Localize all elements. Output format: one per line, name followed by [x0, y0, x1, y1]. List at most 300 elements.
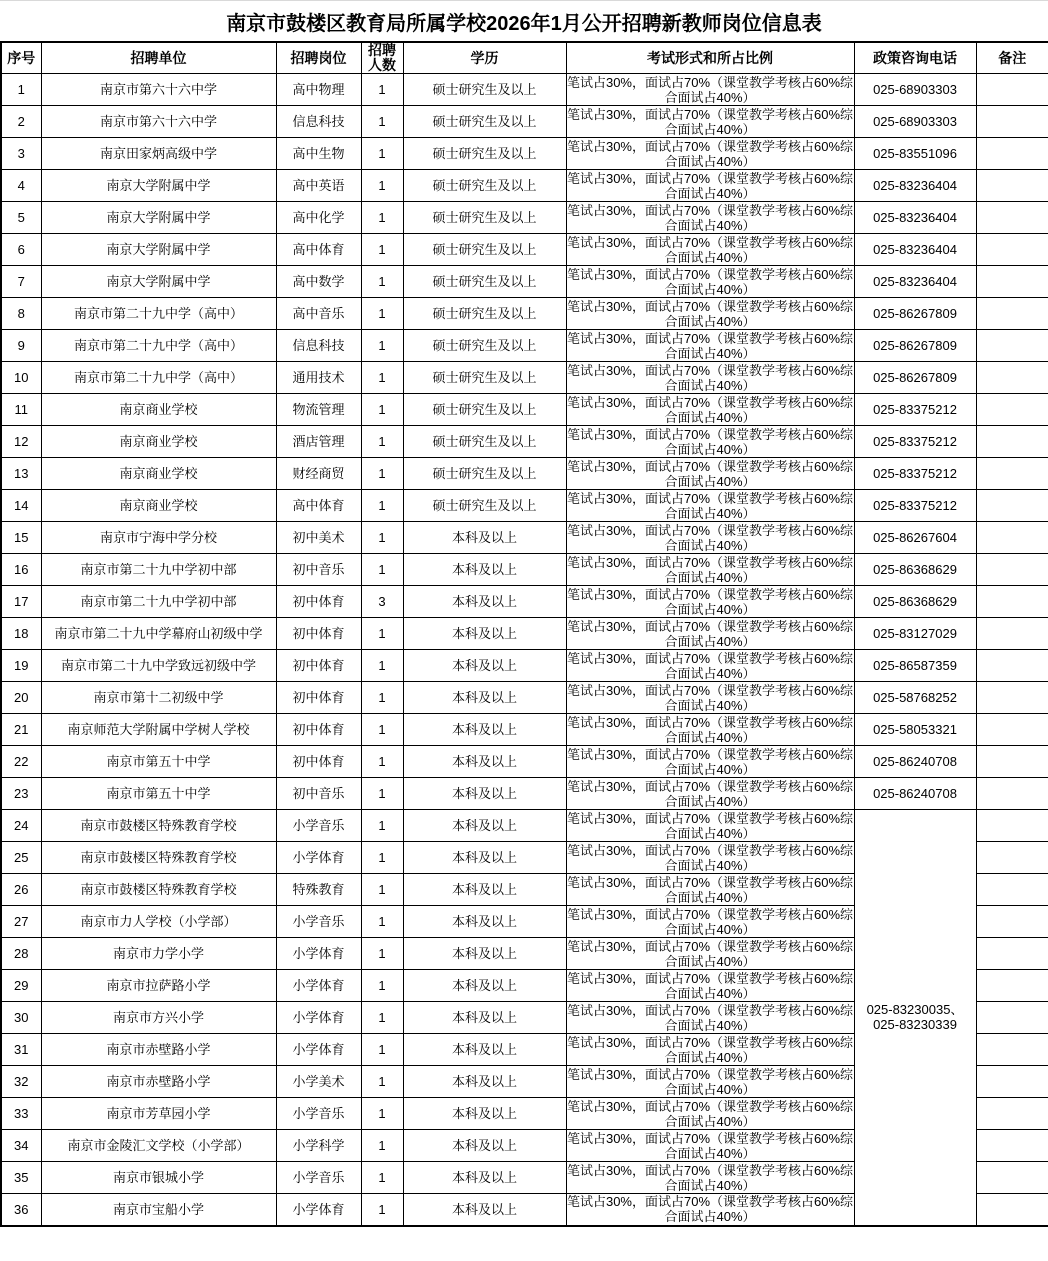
row-number-cell: 14	[1, 490, 41, 522]
phone-cell: 025-86267809	[854, 298, 976, 330]
note-cell	[976, 810, 1048, 842]
post-cell: 小学美术	[276, 1066, 361, 1098]
post-cell: 初中音乐	[276, 778, 361, 810]
unit-cell: 南京市第六十六中学	[41, 106, 276, 138]
phone-cell: 025-83551096	[854, 138, 976, 170]
note-cell	[976, 330, 1048, 362]
count-cell: 1	[361, 714, 403, 746]
count-cell: 1	[361, 1066, 403, 1098]
table-header-row	[1, 42, 1048, 74]
page-title: 南京市鼓楼区教育局所属学校2026年1月公开招聘新教师岗位信息表	[0, 0, 1048, 41]
exam-cell: 笔试占30%，面试占70%（课堂教学考核占60%综合面试占40%）	[566, 1002, 854, 1033]
education-cell: 本科及以上	[403, 1034, 566, 1066]
exam-cell: 笔试占30%，面试占70%（课堂教学考核占60%综合面试占40%）	[566, 1194, 854, 1225]
education-cell: 硕士研究生及以上	[403, 106, 566, 138]
unit-cell: 南京市第六十六中学	[41, 74, 276, 106]
count-cell: 3	[361, 586, 403, 618]
unit-cell: 南京市宝船小学	[41, 1194, 276, 1226]
post-cell: 小学体育	[276, 1194, 361, 1226]
exam-cell: 笔试占30%，面试占70%（课堂教学考核占60%综合面试占40%）	[566, 778, 854, 809]
table-row	[1, 778, 1048, 810]
note-cell	[976, 426, 1048, 458]
post-cell: 小学音乐	[276, 1162, 361, 1194]
unit-cell: 南京市第二十九中学致远初级中学	[41, 650, 276, 682]
note-cell	[976, 1034, 1048, 1066]
count-cell: 1	[361, 330, 403, 362]
unit-cell: 南京市宁海中学分校	[41, 522, 276, 554]
education-cell: 硕士研究生及以上	[403, 170, 566, 202]
row-number-cell: 15	[1, 522, 41, 554]
education-cell: 本科及以上	[403, 1130, 566, 1162]
count-cell: 1	[361, 1034, 403, 1066]
exam-cell: 笔试占30%，面试占70%（课堂教学考核占60%综合面试占40%）	[566, 938, 854, 969]
unit-cell: 南京大学附属中学	[41, 266, 276, 298]
post-cell: 小学体育	[276, 1002, 361, 1034]
education-cell: 本科及以上	[403, 618, 566, 650]
table-row	[1, 202, 1048, 234]
exam-cell: 笔试占30%，面试占70%（课堂教学考核占60%综合面试占40%）	[566, 362, 854, 393]
note-cell	[976, 970, 1048, 1002]
note-cell	[976, 458, 1048, 490]
note-cell	[976, 778, 1048, 810]
exam-cell: 笔试占30%，面试占70%（课堂教学考核占60%综合面试占40%）	[566, 138, 854, 169]
table-row	[1, 234, 1048, 266]
row-number-cell: 9	[1, 330, 41, 362]
count-cell: 1	[361, 1098, 403, 1130]
phone-cell: 025-83236404	[854, 170, 976, 202]
count-cell: 1	[361, 938, 403, 970]
education-cell: 本科及以上	[403, 1002, 566, 1034]
education-cell: 硕士研究生及以上	[403, 362, 566, 394]
row-number-cell: 35	[1, 1162, 41, 1194]
count-cell: 1	[361, 650, 403, 682]
header-cell-education: 学历	[403, 42, 566, 74]
row-number-cell: 20	[1, 682, 41, 714]
unit-cell: 南京市银城小学	[41, 1162, 276, 1194]
note-cell	[976, 394, 1048, 426]
count-cell: 1	[361, 298, 403, 330]
post-cell: 小学体育	[276, 842, 361, 874]
count-cell: 1	[361, 74, 403, 106]
row-number-cell: 17	[1, 586, 41, 618]
unit-cell: 南京市鼓楼区特殊教育学校	[41, 874, 276, 906]
header-cell-index: 序号	[1, 42, 41, 74]
table-row	[1, 682, 1048, 714]
count-cell: 1	[361, 906, 403, 938]
education-cell: 硕士研究生及以上	[403, 394, 566, 426]
phone-cell: 025-86368629	[854, 586, 976, 618]
note-cell	[976, 74, 1048, 106]
row-number-cell: 22	[1, 746, 41, 778]
table-row	[1, 650, 1048, 682]
education-cell: 硕士研究生及以上	[403, 234, 566, 266]
note-cell	[976, 138, 1048, 170]
phone-cell: 025-83375212	[854, 426, 976, 458]
header-cell-count: 招聘人数	[361, 42, 403, 74]
phone-cell: 025-83236404	[854, 234, 976, 266]
row-number-cell: 34	[1, 1130, 41, 1162]
unit-cell: 南京商业学校	[41, 458, 276, 490]
unit-cell: 南京市拉萨路小学	[41, 970, 276, 1002]
note-cell	[976, 746, 1048, 778]
phone-cell: 025-86240708	[854, 746, 976, 778]
post-cell: 小学音乐	[276, 810, 361, 842]
row-number-cell: 3	[1, 138, 41, 170]
count-cell: 1	[361, 618, 403, 650]
post-cell: 小学科学	[276, 1130, 361, 1162]
count-cell: 1	[361, 138, 403, 170]
education-cell: 本科及以上	[403, 810, 566, 842]
exam-cell: 笔试占30%，面试占70%（课堂教学考核占60%综合面试占40%）	[566, 810, 854, 841]
exam-cell: 笔试占30%，面试占70%（课堂教学考核占60%综合面试占40%）	[566, 394, 854, 425]
unit-cell: 南京市金陵汇文学校（小学部）	[41, 1130, 276, 1162]
phone-cell: 025-86267604	[854, 522, 976, 554]
row-number-cell: 7	[1, 266, 41, 298]
note-cell	[976, 1002, 1048, 1034]
note-cell	[976, 650, 1048, 682]
unit-cell: 南京市第二十九中学（高中）	[41, 330, 276, 362]
count-cell: 1	[361, 682, 403, 714]
post-cell: 高中化学	[276, 202, 361, 234]
phone-cell: 025-86267809	[854, 362, 976, 394]
unit-cell: 南京大学附属中学	[41, 202, 276, 234]
unit-cell: 南京市第十二初级中学	[41, 682, 276, 714]
note-cell	[976, 362, 1048, 394]
education-cell: 本科及以上	[403, 714, 566, 746]
note-cell	[976, 234, 1048, 266]
exam-cell: 笔试占30%，面试占70%（课堂教学考核占60%综合面试占40%）	[566, 170, 854, 201]
unit-cell: 南京市第二十九中学初中部	[41, 586, 276, 618]
exam-cell: 笔试占30%，面试占70%（课堂教学考核占60%综合面试占40%）	[566, 490, 854, 521]
row-number-cell: 5	[1, 202, 41, 234]
row-number-cell: 2	[1, 106, 41, 138]
count-cell: 1	[361, 490, 403, 522]
note-cell	[976, 266, 1048, 298]
note-cell	[976, 938, 1048, 970]
unit-cell: 南京田家炳高级中学	[41, 138, 276, 170]
row-number-cell: 18	[1, 618, 41, 650]
exam-cell: 笔试占30%，面试占70%（课堂教学考核占60%综合面试占40%）	[566, 650, 854, 681]
unit-cell: 南京市第二十九中学（高中）	[41, 362, 276, 394]
count-cell: 1	[361, 554, 403, 586]
education-cell: 硕士研究生及以上	[403, 458, 566, 490]
note-cell	[976, 298, 1048, 330]
table-row	[1, 170, 1048, 202]
exam-cell: 笔试占30%，面试占70%（课堂教学考核占60%综合面试占40%）	[566, 266, 854, 297]
count-cell: 1	[361, 266, 403, 298]
table-row	[1, 586, 1048, 618]
education-cell: 本科及以上	[403, 842, 566, 874]
note-cell	[976, 170, 1048, 202]
phone-cell: 025-83236404	[854, 202, 976, 234]
phone-cell: 025-86368629	[854, 554, 976, 586]
exam-cell: 笔试占30%，面试占70%（课堂教学考核占60%综合面试占40%）	[566, 298, 854, 329]
note-cell	[976, 1194, 1048, 1226]
education-cell: 本科及以上	[403, 1162, 566, 1194]
phone-cell: 025-86240708	[854, 778, 976, 810]
post-cell: 信息科技	[276, 330, 361, 362]
education-cell: 本科及以上	[403, 746, 566, 778]
exam-cell: 笔试占30%，面试占70%（课堂教学考核占60%综合面试占40%）	[566, 74, 854, 105]
exam-cell: 笔试占30%，面试占70%（课堂教学考核占60%综合面试占40%）	[566, 586, 854, 617]
table-row	[1, 810, 1048, 842]
note-cell	[976, 1162, 1048, 1194]
post-cell: 高中体育	[276, 490, 361, 522]
post-cell: 高中物理	[276, 74, 361, 106]
table-body	[1, 74, 1048, 1226]
unit-cell: 南京市第五十中学	[41, 778, 276, 810]
unit-cell: 南京市第五十中学	[41, 746, 276, 778]
unit-cell: 南京市赤壁路小学	[41, 1034, 276, 1066]
count-cell: 1	[361, 842, 403, 874]
education-cell: 本科及以上	[403, 938, 566, 970]
education-cell: 硕士研究生及以上	[403, 138, 566, 170]
unit-cell: 南京市力学小学	[41, 938, 276, 970]
exam-cell: 笔试占30%，面试占70%（课堂教学考核占60%综合面试占40%）	[566, 458, 854, 489]
phone-cell: 025-86587359	[854, 650, 976, 682]
exam-cell: 笔试占30%，面试占70%（课堂教学考核占60%综合面试占40%）	[566, 522, 854, 553]
unit-cell: 南京市鼓楼区特殊教育学校	[41, 842, 276, 874]
post-cell: 物流管理	[276, 394, 361, 426]
row-number-cell: 11	[1, 394, 41, 426]
education-cell: 本科及以上	[403, 1194, 566, 1226]
unit-cell: 南京商业学校	[41, 490, 276, 522]
unit-cell: 南京大学附属中学	[41, 234, 276, 266]
note-cell	[976, 714, 1048, 746]
exam-cell: 笔试占30%，面试占70%（课堂教学考核占60%综合面试占40%）	[566, 330, 854, 361]
count-cell: 1	[361, 1162, 403, 1194]
row-number-cell: 16	[1, 554, 41, 586]
count-cell: 1	[361, 362, 403, 394]
count-cell: 1	[361, 394, 403, 426]
table-row	[1, 266, 1048, 298]
education-cell: 本科及以上	[403, 554, 566, 586]
unit-cell: 南京市第二十九中学（高中）	[41, 298, 276, 330]
count-cell: 1	[361, 170, 403, 202]
row-number-cell: 28	[1, 938, 41, 970]
table-row	[1, 714, 1048, 746]
row-number-cell: 19	[1, 650, 41, 682]
table-row	[1, 490, 1048, 522]
row-number-cell: 4	[1, 170, 41, 202]
phone-cell: 025-58053321	[854, 714, 976, 746]
count-cell: 1	[361, 458, 403, 490]
count-cell: 1	[361, 426, 403, 458]
post-cell: 财经商贸	[276, 458, 361, 490]
count-cell: 1	[361, 1130, 403, 1162]
education-cell: 本科及以上	[403, 682, 566, 714]
exam-cell: 笔试占30%，面试占70%（课堂教学考核占60%综合面试占40%）	[566, 234, 854, 265]
post-cell: 高中体育	[276, 234, 361, 266]
row-number-cell: 24	[1, 810, 41, 842]
education-cell: 硕士研究生及以上	[403, 426, 566, 458]
exam-cell: 笔试占30%，面试占70%（课堂教学考核占60%综合面试占40%）	[566, 106, 854, 137]
exam-cell: 笔试占30%，面试占70%（课堂教学考核占60%综合面试占40%）	[566, 746, 854, 777]
note-cell	[976, 874, 1048, 906]
post-cell: 小学音乐	[276, 1098, 361, 1130]
count-cell: 1	[361, 746, 403, 778]
table-row	[1, 458, 1048, 490]
post-cell: 初中音乐	[276, 554, 361, 586]
post-cell: 初中体育	[276, 586, 361, 618]
exam-cell: 笔试占30%，面试占70%（课堂教学考核占60%综合面试占40%）	[566, 618, 854, 649]
merged-phone-cell: 025-83230035、025-83230339	[854, 810, 976, 1226]
row-number-cell: 21	[1, 714, 41, 746]
header-cell-unit: 招聘单位	[41, 42, 276, 74]
header-cell-post: 招聘岗位	[276, 42, 361, 74]
note-cell	[976, 1130, 1048, 1162]
count-cell: 1	[361, 970, 403, 1002]
post-cell: 酒店管理	[276, 426, 361, 458]
row-number-cell: 1	[1, 74, 41, 106]
education-cell: 硕士研究生及以上	[403, 490, 566, 522]
post-cell: 高中英语	[276, 170, 361, 202]
education-cell: 本科及以上	[403, 874, 566, 906]
count-cell: 1	[361, 810, 403, 842]
unit-cell: 南京商业学校	[41, 426, 276, 458]
unit-cell: 南京市鼓楼区特殊教育学校	[41, 810, 276, 842]
phone-cell: 025-83375212	[854, 458, 976, 490]
education-cell: 硕士研究生及以上	[403, 202, 566, 234]
exam-cell: 笔试占30%，面试占70%（课堂教学考核占60%综合面试占40%）	[566, 874, 854, 905]
post-cell: 小学体育	[276, 970, 361, 1002]
note-cell	[976, 586, 1048, 618]
row-number-cell: 26	[1, 874, 41, 906]
post-cell: 高中音乐	[276, 298, 361, 330]
exam-cell: 笔试占30%，面试占70%（课堂教学考核占60%综合面试占40%）	[566, 1066, 854, 1097]
table-row	[1, 362, 1048, 394]
post-cell: 高中生物	[276, 138, 361, 170]
note-cell	[976, 202, 1048, 234]
note-cell	[976, 906, 1048, 938]
phone-cell: 025-68903303	[854, 106, 976, 138]
education-cell: 本科及以上	[403, 970, 566, 1002]
exam-cell: 笔试占30%，面试占70%（课堂教学考核占60%综合面试占40%）	[566, 842, 854, 873]
post-cell: 通用技术	[276, 362, 361, 394]
post-cell: 初中体育	[276, 618, 361, 650]
education-cell: 本科及以上	[403, 1098, 566, 1130]
note-cell	[976, 682, 1048, 714]
row-number-cell: 23	[1, 778, 41, 810]
exam-cell: 笔试占30%，面试占70%（课堂教学考核占60%综合面试占40%）	[566, 970, 854, 1001]
row-number-cell: 36	[1, 1194, 41, 1226]
note-cell	[976, 1098, 1048, 1130]
table-row	[1, 618, 1048, 650]
exam-cell: 笔试占30%，面试占70%（课堂教学考核占60%综合面试占40%）	[566, 714, 854, 745]
table-row	[1, 746, 1048, 778]
row-number-cell: 32	[1, 1066, 41, 1098]
unit-cell: 南京商业学校	[41, 394, 276, 426]
exam-cell: 笔试占30%，面试占70%（课堂教学考核占60%综合面试占40%）	[566, 682, 854, 713]
count-cell: 1	[361, 874, 403, 906]
phone-cell: 025-68903303	[854, 74, 976, 106]
exam-cell: 笔试占30%，面试占70%（课堂教学考核占60%综合面试占40%）	[566, 426, 854, 457]
post-cell: 特殊教育	[276, 874, 361, 906]
note-cell	[976, 554, 1048, 586]
row-number-cell: 31	[1, 1034, 41, 1066]
unit-cell: 南京大学附属中学	[41, 170, 276, 202]
unit-cell: 南京市第二十九中学幕府山初级中学	[41, 618, 276, 650]
post-cell: 初中美术	[276, 522, 361, 554]
table-row	[1, 138, 1048, 170]
post-cell: 信息科技	[276, 106, 361, 138]
table-row	[1, 298, 1048, 330]
count-cell: 1	[361, 234, 403, 266]
table-row	[1, 554, 1048, 586]
education-cell: 本科及以上	[403, 586, 566, 618]
note-cell	[976, 842, 1048, 874]
education-cell: 硕士研究生及以上	[403, 330, 566, 362]
row-number-cell: 33	[1, 1098, 41, 1130]
table-row	[1, 426, 1048, 458]
row-number-cell: 13	[1, 458, 41, 490]
unit-cell: 南京市芳草园小学	[41, 1098, 276, 1130]
post-cell: 小学体育	[276, 1034, 361, 1066]
note-cell	[976, 1066, 1048, 1098]
unit-cell: 南京市第二十九中学初中部	[41, 554, 276, 586]
post-cell: 初中体育	[276, 682, 361, 714]
education-cell: 本科及以上	[403, 906, 566, 938]
note-cell	[976, 490, 1048, 522]
table-row	[1, 394, 1048, 426]
education-cell: 本科及以上	[403, 522, 566, 554]
exam-cell: 笔试占30%，面试占70%（课堂教学考核占60%综合面试占40%）	[566, 554, 854, 585]
exam-cell: 笔试占30%，面试占70%（课堂教学考核占60%综合面试占40%）	[566, 1098, 854, 1129]
education-cell: 本科及以上	[403, 778, 566, 810]
unit-cell: 南京市赤壁路小学	[41, 1066, 276, 1098]
count-cell: 1	[361, 106, 403, 138]
note-cell	[976, 618, 1048, 650]
education-cell: 硕士研究生及以上	[403, 266, 566, 298]
table-row	[1, 522, 1048, 554]
header-cell-note: 备注	[976, 42, 1048, 74]
unit-cell: 南京市方兴小学	[41, 1002, 276, 1034]
phone-cell: 025-86267809	[854, 330, 976, 362]
row-number-cell: 25	[1, 842, 41, 874]
table-row	[1, 74, 1048, 106]
row-number-cell: 29	[1, 970, 41, 1002]
recruitment-table	[0, 41, 1048, 1227]
phone-cell: 025-58768252	[854, 682, 976, 714]
exam-cell: 笔试占30%，面试占70%（课堂教学考核占60%综合面试占40%）	[566, 906, 854, 937]
count-cell: 1	[361, 202, 403, 234]
exam-cell: 笔试占30%，面试占70%（课堂教学考核占60%综合面试占40%）	[566, 202, 854, 233]
count-cell: 1	[361, 522, 403, 554]
header-cell-exam-format: 考试形式和所占比例	[566, 42, 854, 74]
post-cell: 初中体育	[276, 746, 361, 778]
exam-cell: 笔试占30%，面试占70%（课堂教学考核占60%综合面试占40%）	[566, 1034, 854, 1065]
education-cell: 本科及以上	[403, 1066, 566, 1098]
count-cell: 1	[361, 1002, 403, 1034]
post-cell: 小学音乐	[276, 906, 361, 938]
count-cell: 1	[361, 778, 403, 810]
phone-cell: 025-83236404	[854, 266, 976, 298]
header-cell-phone: 政策咨询电话	[854, 42, 976, 74]
table-row	[1, 106, 1048, 138]
note-cell	[976, 522, 1048, 554]
post-cell: 高中数学	[276, 266, 361, 298]
phone-cell: 025-83375212	[854, 490, 976, 522]
row-number-cell: 12	[1, 426, 41, 458]
row-number-cell: 30	[1, 1002, 41, 1034]
education-cell: 硕士研究生及以上	[403, 74, 566, 106]
unit-cell: 南京师范大学附属中学树人学校	[41, 714, 276, 746]
phone-cell: 025-83127029	[854, 618, 976, 650]
table-row	[1, 330, 1048, 362]
education-cell: 本科及以上	[403, 650, 566, 682]
row-number-cell: 27	[1, 906, 41, 938]
row-number-cell: 8	[1, 298, 41, 330]
